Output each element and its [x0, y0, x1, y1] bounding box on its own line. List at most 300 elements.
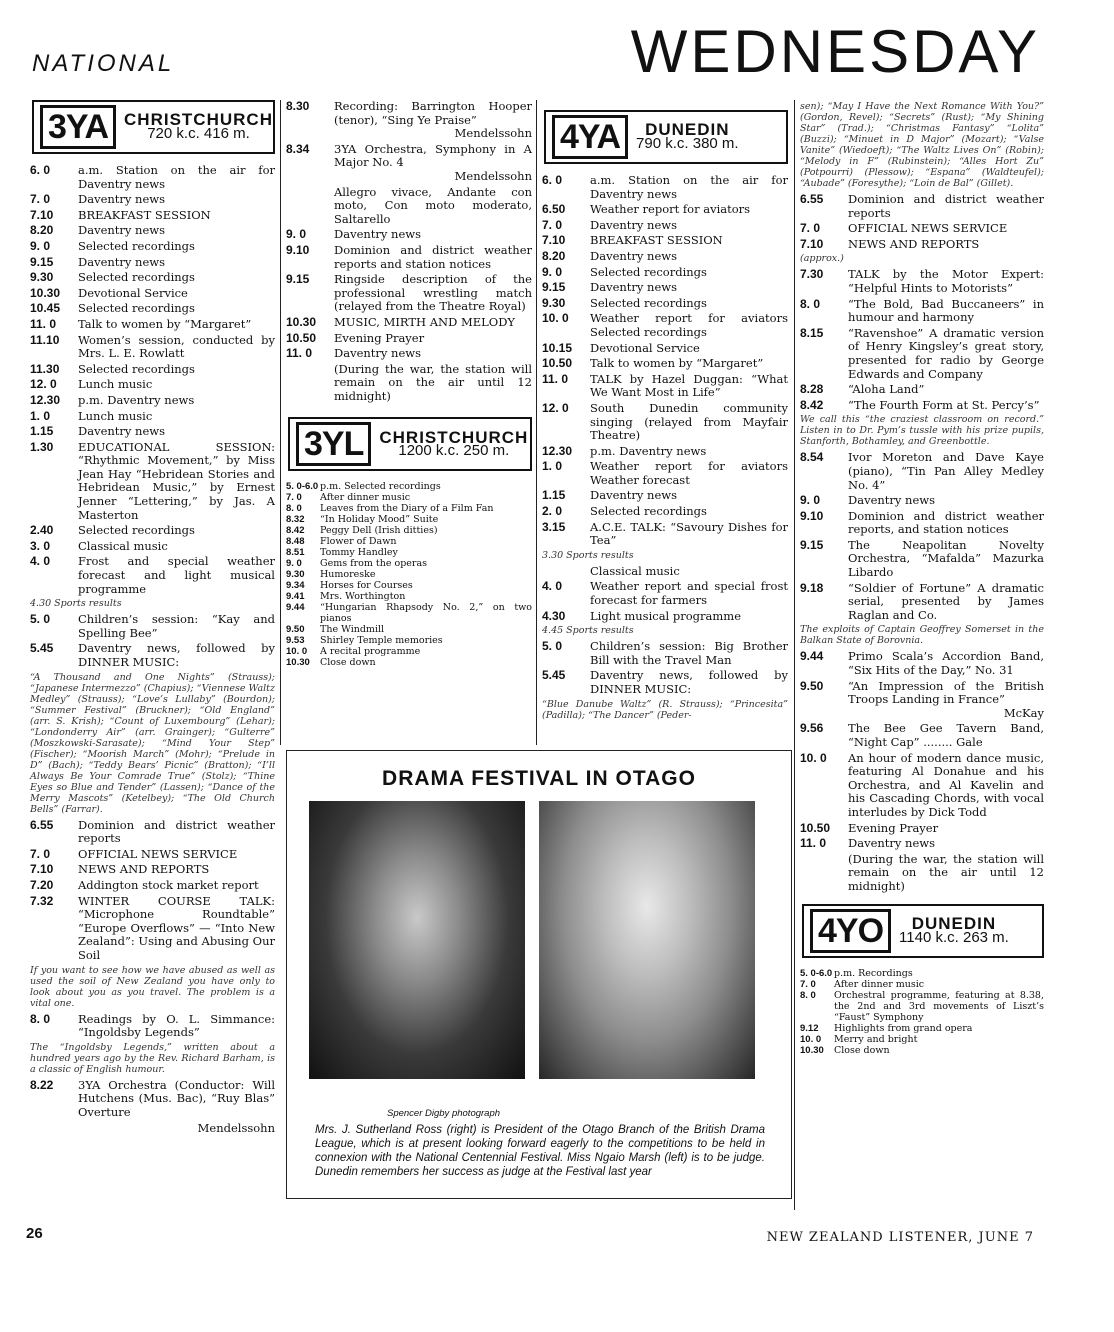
programme-text: Weather report for aviators Selected recordings: [590, 311, 788, 339]
programme-time: 8.54: [800, 450, 824, 465]
programme-row: [800, 990, 1044, 1023]
programme-row: [286, 591, 532, 602]
programme-title: [848, 722, 1044, 749]
programme-time: 12.30: [30, 392, 61, 407]
programme-text: Lunch music: [78, 377, 153, 392]
programme-time: 12. 0: [30, 377, 57, 392]
programme-row: [800, 268, 1044, 295]
programme-row: [30, 441, 275, 523]
programme-time: [286, 186, 334, 227]
programme-title: [848, 582, 1044, 623]
programme-row: [542, 342, 788, 356]
programme-title: [848, 650, 1044, 677]
programme-note: 4.45 Sports results: [542, 625, 634, 637]
programme-time: 7. 0: [30, 192, 51, 207]
programme-row: [542, 281, 788, 295]
programme-text: Children’s session: Big Brother Bill with the Travel Man: [590, 639, 788, 667]
programme-title: [848, 399, 1044, 413]
programme-text: Daventry news: [848, 493, 936, 508]
programme-title: [320, 646, 532, 657]
programme-text: OFFICIAL NEWS SERVICE: [848, 221, 1008, 236]
programme-text: Selected recordings: [78, 523, 195, 538]
programme-time: 5. 0-6.0: [286, 481, 319, 493]
programme-title: [78, 302, 275, 316]
programme-row: [800, 822, 1044, 836]
programme-row: [800, 383, 1044, 397]
programme-time: 8. 0: [30, 1011, 51, 1026]
programme-text: Selected recordings: [590, 295, 707, 310]
programme-title: [590, 312, 788, 339]
programme-row: [286, 347, 532, 361]
programme-title: [590, 281, 788, 295]
programme-time: 1. 0: [542, 459, 563, 474]
programme-title: [848, 510, 1044, 537]
programme-time: 8.42: [286, 525, 305, 537]
programme-row: [542, 445, 788, 459]
station-city: DUNEDIN: [645, 120, 730, 140]
programme-title: [78, 256, 275, 270]
programme-text: Peggy Dell (Irish ditties): [320, 525, 438, 537]
programme-title: [78, 425, 275, 439]
programme-time: 9.34: [286, 580, 305, 592]
programme-time: 9.56: [800, 721, 824, 736]
programme-text: Dominion and district weather reports, and station notices: [848, 508, 1044, 537]
programme-title: [78, 863, 275, 877]
programme-text: Women’s session, conducted by Mrs. L. E. Rowlatt: [78, 332, 275, 361]
programme-row: [30, 819, 275, 846]
programme-title: [848, 298, 1044, 325]
programme-title: [334, 363, 532, 404]
programme-row: [800, 238, 1044, 252]
programme-text: (During the war, the station will remain on the air until 12 midnight): [848, 851, 1044, 893]
programme-row: [30, 271, 275, 285]
programme-row: [542, 521, 788, 548]
programme-text: Humoreske: [320, 569, 376, 581]
programme-title: [590, 203, 788, 217]
programme-text: Daventry news, followed by DINNER MUSIC:: [78, 641, 275, 669]
programme-title: [320, 569, 532, 580]
programme-text: A recital programme: [320, 646, 421, 658]
station-banner-3ya: [32, 100, 275, 154]
programme-text: Daventry news: [590, 248, 678, 263]
programme-text: NEWS AND REPORTS: [848, 236, 980, 251]
programme-text: a.m. Station on the air for Daventry news: [590, 173, 788, 201]
programme-time: 9.10: [800, 508, 824, 523]
programme-time: 11. 0: [542, 371, 569, 386]
programme-note: If you want to see how we have abused as well as used the soil of New Zealand you have only to look about you as you travel. The problem is a vital one.: [30, 964, 275, 1009]
programme-title: [848, 383, 1044, 397]
programme-title: [848, 268, 1044, 295]
programme-text: Close down: [320, 657, 376, 669]
programme-text: MUSIC, MIRTH AND MELODY: [334, 314, 516, 329]
programme-row: [542, 357, 788, 371]
programme-title: [78, 164, 275, 191]
programme-row: [542, 460, 788, 487]
programme-time: 5.45: [542, 668, 566, 683]
station-frequency: 1140 k.c. 263 m.: [899, 928, 1009, 946]
programme-text: Selected recordings: [78, 361, 195, 376]
programme-time: 5. 0: [30, 612, 51, 627]
programme-time: 10.15: [542, 340, 573, 355]
programme-time: 12.30: [542, 443, 573, 458]
programme-text: Weather report for aviators: [590, 202, 751, 217]
programme-time: 9.30: [542, 295, 566, 310]
programme-row: [30, 1079, 275, 1120]
programme-time: 8.20: [542, 248, 566, 263]
programme-text: Mrs. Worthington: [320, 591, 406, 603]
programme-text: Ivor Moreton and Dave Kaye (piano), “Tin Pan Alley Medley No. 4”: [848, 450, 1044, 492]
programme-note: 3.30 Sports results: [542, 549, 634, 561]
programme-title: [78, 394, 275, 408]
programme-text: Addington stock market report: [78, 877, 259, 892]
programme-title: [320, 624, 532, 635]
programme-time: 9.30: [286, 569, 305, 581]
programme-row: [800, 722, 1044, 749]
composer: Mendelssohn: [197, 1120, 275, 1135]
programme-time: 10.50: [286, 330, 317, 345]
programme-row: [542, 580, 788, 607]
programme-text: A.C.E. TALK: “Savoury Dishes for Tea”: [590, 519, 788, 548]
programme-row: [800, 1023, 1044, 1034]
programme-row: [286, 602, 532, 624]
programme-text: Daventry news: [590, 488, 678, 503]
programme-text: BREAKFAST SESSION: [78, 207, 211, 222]
programme-row: [800, 539, 1044, 580]
programme-title: [78, 287, 275, 301]
programme-time: 8.20: [30, 223, 54, 238]
programme-time: 10.30: [286, 314, 317, 329]
programme-row: [542, 402, 788, 443]
programme-text: Children’s session: “Kay and Spelling Bee”: [78, 612, 275, 640]
programme-row: [286, 100, 532, 141]
programme-time: 9. 0: [286, 227, 307, 242]
programme-row: [30, 410, 275, 424]
programme-time: 7.10: [800, 236, 824, 251]
programme-row: [286, 316, 532, 330]
programme-row: [30, 224, 275, 238]
programme-title: [320, 525, 532, 536]
programme-row: [542, 640, 788, 667]
programme-text: Daventry news: [590, 280, 678, 295]
programme-time: 9.12: [800, 1022, 819, 1034]
programme-row: [800, 968, 1044, 979]
programme-row: [30, 164, 275, 191]
programme-time: 7.10: [30, 207, 54, 222]
programme-title: [78, 318, 275, 332]
programme-time: 9.30: [30, 270, 54, 285]
programme-text: The Windmill: [320, 624, 385, 636]
programme-text: “Soldier of Fortune” A dramatic serial, presented by James Raglan and Co.: [848, 580, 1044, 622]
programme-row: [800, 680, 1044, 721]
programme-time: 3. 0: [30, 538, 51, 553]
programme-time: 7.10: [542, 233, 566, 248]
programme-row: [30, 642, 275, 669]
programme-time: [542, 565, 590, 579]
programme-time: 9. 0: [800, 493, 821, 508]
programme-time: 8.22: [30, 1077, 54, 1092]
programme-row: [286, 363, 532, 404]
column-3ya-cont: [286, 100, 532, 668]
programme-title: [590, 580, 788, 607]
programme-text: Selected recordings: [78, 301, 195, 316]
programme-text: “Ravenshoe” A dramatic version of Henry Kingsley’s great story, presented for radio by George Edwards and Company: [848, 325, 1044, 381]
programme-text: The Neapolitan Novelty Orchestra, “Mafalda” Mazurka Libardo: [848, 537, 1044, 580]
programme-time: 10. 0: [286, 646, 308, 658]
programme-title: [848, 837, 1044, 851]
programme-time: 9. 0: [286, 558, 302, 570]
programme-time: 8. 0: [800, 989, 816, 1001]
programme-time: 8.51: [286, 547, 305, 559]
programme-time: 8.15: [800, 325, 824, 340]
programme-time: 7.20: [30, 877, 54, 892]
programme-time: 10.50: [800, 820, 831, 835]
programme-time: 7.10: [30, 862, 54, 877]
programme-note: The exploits of Captain Geoffrey Somerset in the Balkan State of Borovnia.: [800, 624, 1044, 647]
programme-time: 10. 0: [542, 311, 569, 326]
programme-time: 4. 0: [30, 554, 51, 569]
programme-title: [590, 505, 788, 519]
programme-time: 8.32: [286, 514, 305, 526]
programme-title: [78, 879, 275, 893]
programme-text: Frost and special weather forecast and light musical programme: [78, 554, 275, 596]
programme-text: Shirley Temple memories: [320, 635, 443, 647]
programme-row: [800, 494, 1044, 508]
programme-title: [834, 979, 1044, 990]
programme-row: [800, 979, 1044, 990]
programme-text: Highlights from grand opera: [834, 1022, 973, 1034]
programme-row: [286, 273, 532, 314]
programme-text: “In Holiday Mood” Suite: [320, 514, 439, 526]
programme-title: [320, 536, 532, 547]
programme-time: 9.50: [800, 678, 824, 693]
programme-title: [334, 186, 532, 227]
programme-text: Daventry news: [848, 836, 936, 851]
programme-text: Talk to women by “Margaret”: [590, 356, 764, 371]
programme-time: 8.28: [800, 382, 824, 397]
photo-caption: Mrs. J. Sutherland Ross (right) is President of the Otago Branch of the British Drama League, which is at present looking forward eagerly to the competitions to be held in connexion with the National Centennial Festival. Miss Ngaio Marsh (left) is to be judge. Dunedin remembers her success as judge at the Festival last year: [315, 1124, 765, 1178]
programme-title: [848, 853, 1044, 894]
programme-text: “An Impression of the British Troops Landing in France”: [848, 678, 1044, 707]
programme-time: 3.15: [542, 519, 566, 534]
programme-row: [542, 565, 788, 579]
programme-title: [590, 250, 788, 264]
programme-title: [590, 357, 788, 371]
programme-time: 6.55: [30, 817, 54, 832]
programme-title: [590, 373, 788, 400]
programme-row: [800, 853, 1044, 894]
programme-row: [286, 186, 532, 227]
programme-time: 10.30: [286, 657, 310, 669]
programme-row: [286, 481, 532, 492]
programme-row: [30, 524, 275, 538]
programme-row: [286, 244, 532, 271]
programme-text: Gems from the operas: [320, 558, 428, 570]
programme-row: [30, 287, 275, 301]
programme-row: [800, 327, 1044, 381]
portrait-photo-left: [309, 801, 525, 1079]
programme-title: [78, 441, 275, 523]
station-city: DUNEDIN: [911, 913, 997, 933]
programme-time: 4.30: [542, 608, 566, 623]
programme-title: [78, 193, 275, 207]
programme-row: [542, 373, 788, 400]
programme-row: [30, 1013, 275, 1040]
programme-time: 7. 0: [30, 846, 51, 861]
programme-text: NEWS AND REPORTS: [78, 862, 210, 877]
programme-text: Selected recordings: [78, 238, 195, 253]
programme-text: Readings by O. L. Simmance: “Ingoldsby Legends”: [78, 1011, 275, 1040]
programme-title: [334, 244, 532, 271]
programme-row: [800, 1045, 1044, 1056]
programme-title: [78, 1079, 275, 1120]
programme-time: 11. 0: [800, 836, 827, 851]
programme-title: [334, 316, 532, 330]
programme-text: p.m. Recordings: [834, 967, 913, 979]
programme-title: [78, 378, 275, 392]
programme-text: Lunch music: [78, 408, 153, 423]
programme-title: [334, 332, 532, 346]
programme-text: Daventry news: [78, 424, 166, 439]
column-divider: [794, 100, 795, 1210]
programme-time: [286, 363, 334, 404]
column-divider: [536, 100, 537, 745]
programme-row: [542, 219, 788, 233]
programme-title: [590, 460, 788, 487]
programme-title: [848, 752, 1044, 820]
programme-row: [286, 547, 532, 558]
programme-text: “Aloha Land”: [848, 382, 925, 397]
programme-time: 9.44: [286, 602, 305, 614]
programme-time: 6.55: [800, 192, 824, 206]
programme-title: [848, 222, 1044, 236]
column-4ya: [542, 100, 788, 725]
programme-title: [320, 635, 532, 646]
column-divider: [280, 100, 281, 745]
programme-text: “The Bold, Bad Buccaneers” in humour and harmony: [848, 296, 1044, 325]
programme-title: [78, 1013, 275, 1040]
programme-time: 10.30: [30, 285, 61, 300]
programme-note: 4.30 Sports results: [30, 598, 122, 610]
programme-title: [334, 100, 532, 141]
section-label: NATIONAL: [32, 50, 175, 77]
photo-credit: Spencer Digby photograph: [387, 1108, 501, 1119]
programme-row: [542, 669, 788, 696]
programme-row: [30, 540, 275, 554]
programme-title: [334, 347, 532, 361]
programme-title: [334, 228, 532, 242]
programme-row: [800, 1034, 1044, 1045]
programme-text: Selected recordings: [78, 270, 195, 285]
composer: Mendelssohn: [454, 168, 532, 183]
programme-title: [78, 642, 275, 669]
programme-time: 8. 0: [800, 296, 821, 311]
programme-title: [78, 410, 275, 424]
programme-row: [286, 624, 532, 635]
programme-text: Daventry news: [590, 217, 678, 232]
programme-row: [542, 203, 788, 217]
programme-row: [800, 837, 1044, 851]
programme-row: [30, 240, 275, 254]
programme-row: [30, 555, 275, 596]
programme-row: [542, 250, 788, 264]
programme-text: After dinner music: [834, 978, 925, 990]
programme-title: [320, 547, 532, 558]
programme-row: [542, 266, 788, 280]
programme-text: Classical music: [78, 538, 168, 553]
programme-time: 10.30: [800, 1044, 824, 1056]
programme-time: 9.18: [800, 580, 824, 595]
programme-text: Daventry news: [334, 227, 422, 242]
programme-text: 3YA Orchestra, Symphony in A Major No. 4: [334, 141, 532, 170]
programme-title: [590, 565, 788, 579]
programme-time: 9. 0: [30, 238, 51, 253]
programme-time: 8.48: [286, 536, 305, 548]
programme-time: 11.10: [30, 332, 60, 347]
programme-row: [800, 451, 1044, 492]
programme-row: [286, 492, 532, 503]
day-heading: WEDNESDAY: [630, 18, 1040, 85]
programme-text: Orchestral programme, featuring at 8.38, the 2nd and 3rd movements of Liszt’s “Faust” Symphony: [834, 989, 1044, 1023]
programme-title: [590, 610, 788, 624]
programme-row: [542, 610, 788, 624]
programme-time: 7.32: [30, 893, 54, 908]
programme-note: “Blue Danube Waltz” (R. Strauss); “Princesita” (Padilla); “The Dancer” (Peder-: [542, 698, 788, 721]
programme-title: [848, 822, 1044, 836]
programme-time: 8.34: [286, 141, 310, 156]
programme-time: 11. 0: [30, 316, 57, 331]
programme-row: [30, 394, 275, 408]
programme-time: 5.45: [30, 641, 54, 656]
programme-time: 10.50: [542, 356, 573, 371]
programme-row: [286, 503, 532, 514]
programme-row: [286, 536, 532, 547]
programme-text: Merry and bright: [834, 1033, 918, 1045]
programme-time: 10. 0: [800, 1033, 822, 1045]
station-call: 3YL: [296, 422, 371, 466]
station-frequency: 720 k.c. 416 m.: [147, 125, 250, 142]
programme-text: Weather report and special frost forecast for farmers: [590, 579, 788, 608]
programme-row: [542, 174, 788, 201]
programme-text: Weather report for aviators Weather forecast: [590, 459, 788, 487]
programme-text: Evening Prayer: [334, 330, 425, 345]
programme-row: [800, 510, 1044, 537]
programme-text: Ringside description of the professional wrestling match (relayed from the Theatre Royal): [334, 272, 532, 314]
station-banner-4ya: [544, 110, 788, 164]
programme-note: (approx.): [800, 253, 844, 265]
programme-row: [30, 895, 275, 963]
programme-time: 10. 0: [800, 750, 827, 765]
programme-title: [848, 680, 1044, 721]
programme-text: Allegro vivace, Andante con moto, Con moto moderato, Saltarello: [334, 184, 532, 226]
programme-row: [30, 334, 275, 361]
programme-time: 7.30: [800, 267, 824, 282]
dinner-music-note: sen); “May I Have the Next Romance With You?” (Gordon, Revel); “Secrets” (Rust); “My Shining Star” (Trad.); “Christmas Fantasy” “Lolita” (Buzzi); “Minuet in D Major” (Mozart); “Valse Vanite” (Wiedoeft); “The Waltz Lives On” (Robin); “Melody in F” (Rubinstein); “Alles Hort Zu” (Potpourri) (Plessow); “Espana” (Waldteufel); “Aubade” (Foresythe); “Loin de Bal” (Gillet).: [800, 101, 1044, 189]
programme-text: Selected recordings: [590, 504, 707, 519]
programme-row: [30, 209, 275, 223]
programme-time: 7. 0: [542, 217, 563, 232]
programme-row: [30, 863, 275, 877]
column-3ya: [30, 100, 275, 1135]
programme-time: 6. 0: [30, 163, 51, 177]
programme-time: 9.15: [800, 537, 824, 552]
programme-row: [800, 752, 1044, 820]
station-city: CHRISTCHURCH: [379, 427, 529, 447]
programme-text: Daventry news: [78, 223, 166, 238]
programme-row: [286, 332, 532, 346]
programme-title: [78, 524, 275, 538]
programme-time: 8.42: [800, 397, 824, 412]
station-call: 3YA: [40, 105, 116, 149]
